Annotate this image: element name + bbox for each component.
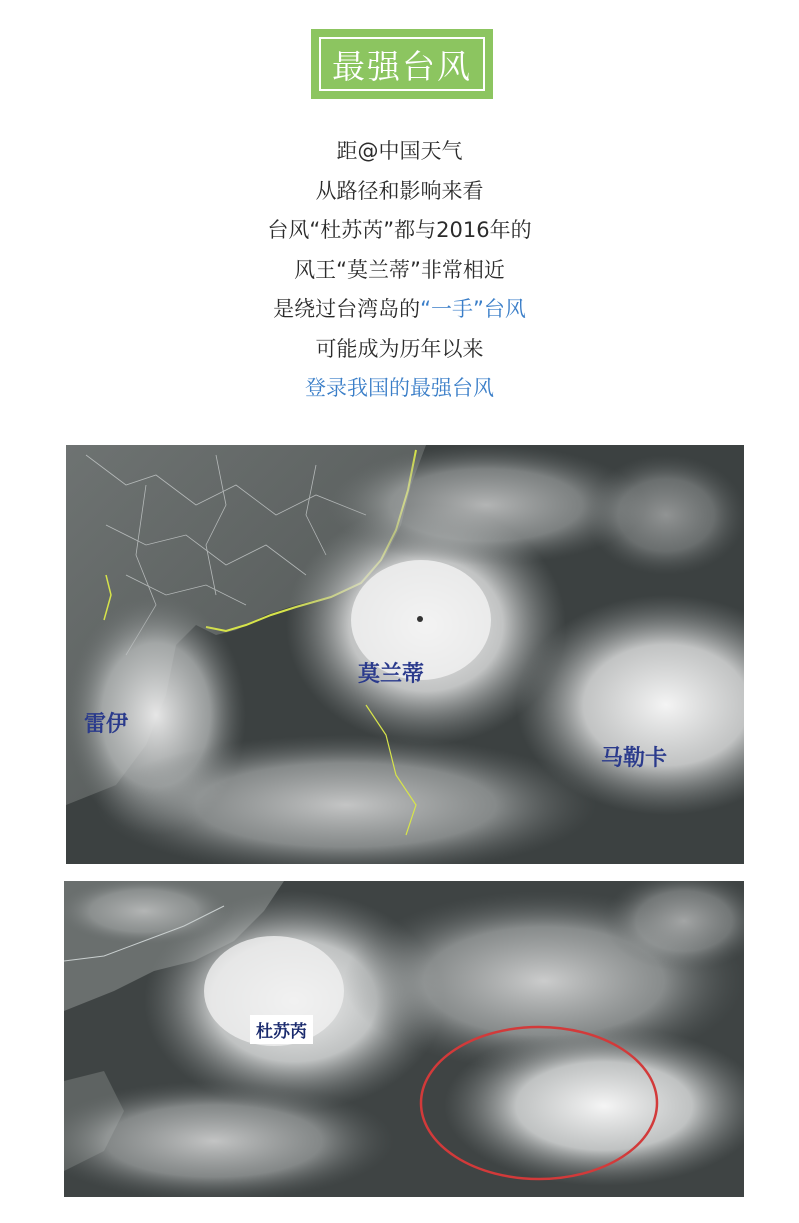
satellite-image-1 xyxy=(66,445,744,864)
text-line-3: 台风“杜苏芮”都与2016年的 xyxy=(267,218,532,242)
text-line-1: 距@中国天气 xyxy=(336,139,463,163)
satellite-image-1-graphic xyxy=(66,445,744,864)
label-malaka: 马勒卡 xyxy=(601,745,668,771)
label-molandi: 莫兰蒂 xyxy=(358,661,425,687)
text-line-2: 从路径和影响来看 xyxy=(315,178,484,203)
satellite-image-2-graphic xyxy=(64,881,744,1197)
text-line-5-prefix: 是绕过台湾岛的 xyxy=(273,297,421,321)
text-line-5 xyxy=(0,290,799,330)
text-line-7: 登录我国的最强台风 xyxy=(305,376,494,400)
badge-title: 最强台风 xyxy=(319,37,485,91)
title-badge xyxy=(311,29,493,99)
text-line-6: 可能成为历年以来 xyxy=(315,336,484,361)
text-line-4: 风王“莫兰蒂”非常相近 xyxy=(294,257,505,282)
text-line-5-highlight: “一手”台风 xyxy=(420,297,526,321)
satellite-image-2 xyxy=(64,881,744,1197)
label-dusurui: 杜苏芮 xyxy=(250,1015,313,1044)
article-text xyxy=(0,132,799,409)
label-leiyi: 雷伊 xyxy=(84,711,129,737)
